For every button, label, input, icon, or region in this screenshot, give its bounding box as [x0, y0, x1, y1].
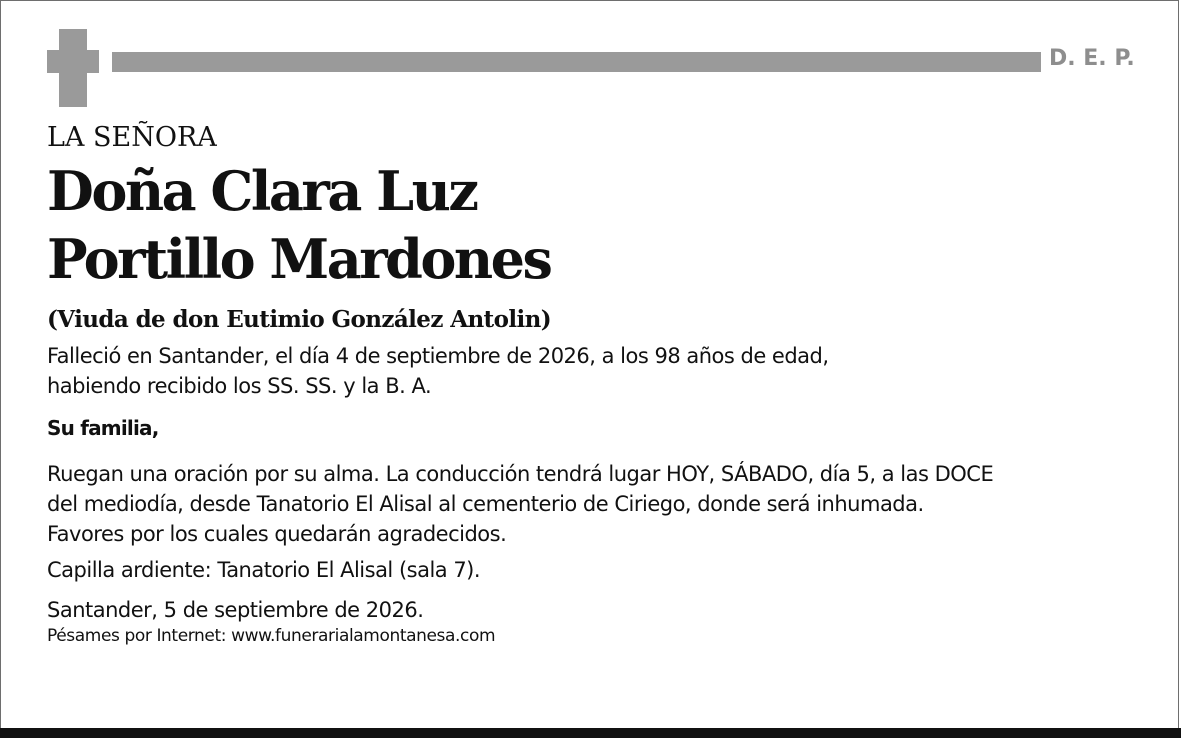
notice-content	[47, 119, 1157, 647]
title-prefix: LA SEÑORA	[47, 122, 217, 153]
deceased-name-line1: Doña Clara Luz	[47, 159, 477, 223]
prayer-line-2: del mediodía, desde Tanatorio El Alisal al cementerio de Ciriego, donde será inhumada.	[47, 492, 924, 516]
condolences-link[interactable]: Pésames por Internet: www.funerarialamontanesa.com	[47, 626, 496, 646]
prayer-line-3: Favores por los cuales quedarán agradecidos.	[47, 522, 507, 546]
cross-icon-arm	[47, 50, 99, 73]
deceased-name-line2: Portillo Mardones	[47, 227, 551, 291]
death-details	[47, 341, 1157, 401]
prayer-details	[47, 459, 1157, 549]
widow-of: (Viuda de don Eutimio González Antolin)	[47, 306, 552, 333]
death-line-1: Falleció en Santander, el día 4 de septiembre de 2026, a los 98 años de edad,	[47, 344, 829, 368]
death-line-2: habiendo recibido los SS. SS. y la B. A.	[47, 374, 432, 398]
header-rule	[112, 52, 1041, 72]
prayer-line-1: Ruegan una oración por su alma. La conducción tendrá lugar HOY, SÁBADO, día 5, a las DOCE	[47, 462, 994, 486]
place-date: Santander, 5 de septiembre de 2026.	[47, 598, 424, 622]
bottom-rule	[0, 728, 1181, 738]
family-label: Su familia,	[47, 416, 159, 440]
chapel-line: Capilla ardiente: Tanatorio El Alisal (sala 7).	[47, 558, 481, 582]
dep-label: D. E. P.	[1049, 46, 1135, 71]
